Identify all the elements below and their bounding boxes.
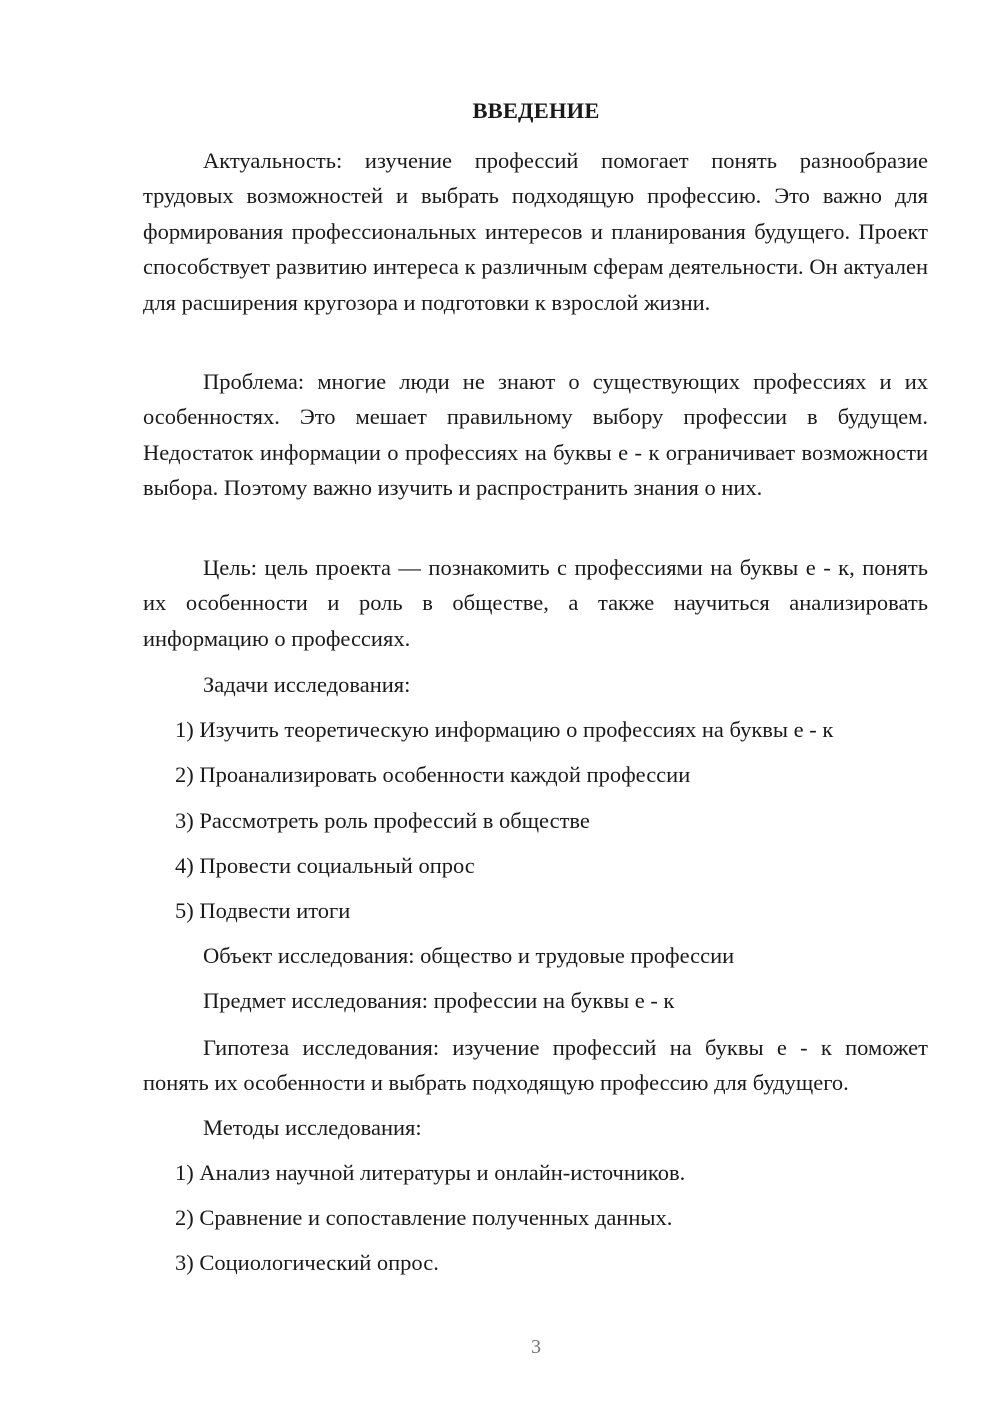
task-item: 5) Подвести итоги <box>175 898 351 923</box>
method-item: 3) Социологический опрос. <box>175 1250 439 1275</box>
tasks-title: Задачи исследования: <box>203 672 411 697</box>
task-item: 1) Изучить теоретическую информацию о профессиях на буквы е - к <box>175 717 834 742</box>
section-heading: ВВЕДЕНИЕ <box>472 98 600 123</box>
page-number: 3 <box>531 1336 541 1358</box>
relevance-paragraph: Актуальность: изучение профессий помогает понять разнообразие трудовых возможностей и выбрать подходящую профессию. Это важно для формирования профессиональных интересов и планирования будущего. Проект способствует развитию интереса к различным сферам деятельности. Он актуален для расширения кругозора и подготовки к взрослой жизни. <box>143 148 928 315</box>
hypothesis-paragraph: Гипотеза исследования: изучение профессий на буквы е - к поможет понять их особенности и выбрать подходящую профессию для будущего. <box>143 1035 928 1096</box>
method-item: 2) Сравнение и сопоставление полученных данных. <box>175 1205 673 1230</box>
research-subject: Предмет исследования: профессии на буквы е - к <box>203 988 675 1013</box>
task-item: 2) Проанализировать особенности каждой профессии <box>175 762 691 787</box>
method-item: 1) Анализ научной литературы и онлайн-источников. <box>175 1160 686 1185</box>
task-item: 4) Провести социальный опрос <box>175 853 475 878</box>
methods-title: Методы исследования: <box>203 1115 422 1140</box>
research-object: Объект исследования: общество и трудовые профессии <box>203 943 735 968</box>
goal-paragraph: Цель: цель проекта — познакомить с профессиями на буквы е - к, понять их особенности и роль в обществе, а также научиться анализировать информацию о профессиях. <box>143 555 928 651</box>
task-item: 3) Рассмотреть роль профессий в обществе <box>175 808 590 833</box>
problem-paragraph: Проблема: многие люди не знают о существующих профессиях и их особенностях. Это мешает правильному выбору профессии в будущем. Недостаток информации о профессиях на буквы е - к ограничивает возможности выбора. Поэтому важно изучить и распространить знания о них. <box>143 369 928 501</box>
